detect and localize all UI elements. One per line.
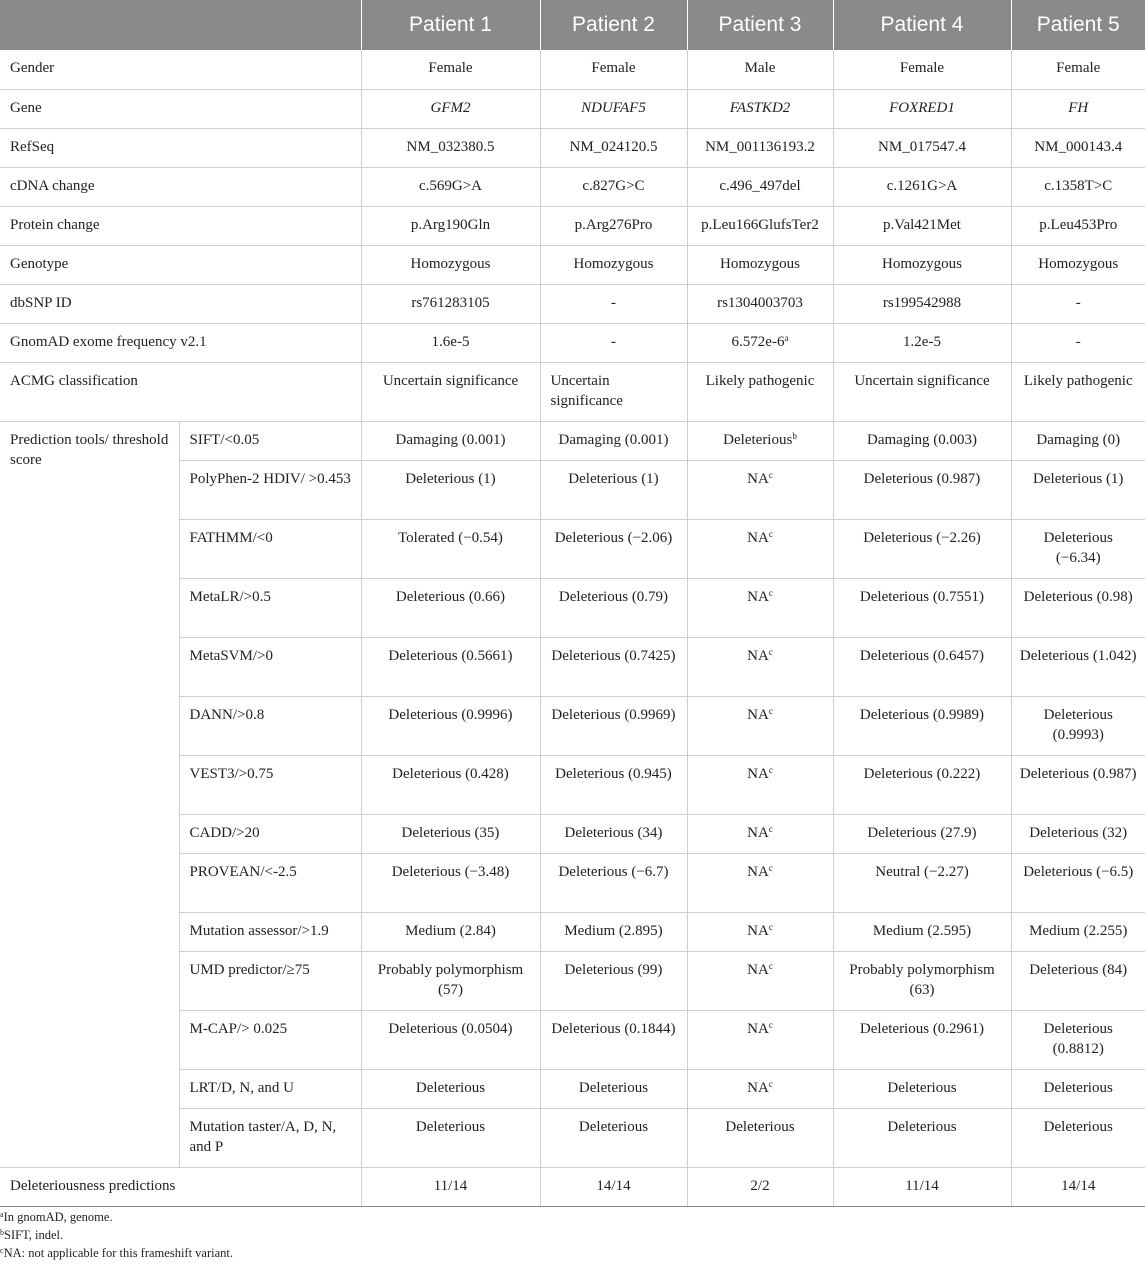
footnote-mark: c (768, 862, 773, 873)
cell: Deleterious (0.6457) (833, 637, 1011, 696)
cell-text: NA (747, 470, 769, 487)
footnote-mark: c (768, 528, 773, 539)
footnote-a (0, 1210, 113, 1225)
cell: 11/14 (833, 1167, 1011, 1206)
cell (687, 951, 833, 1010)
cell: Deleterious (1) (540, 460, 687, 519)
cell: GFM2 (361, 89, 540, 128)
cell: Medium (2.595) (833, 912, 1011, 951)
cell (687, 1069, 833, 1108)
cell: c.1358T>C (1011, 167, 1145, 206)
cell (687, 460, 833, 519)
tool-label: M-CAP/> 0.025 (179, 1010, 361, 1069)
cell: Deleterious (0.222) (833, 755, 1011, 814)
cell: Deleterious (0.7425) (540, 637, 687, 696)
footnote-mark: c (768, 921, 773, 932)
cell-text: Deleterious (723, 431, 793, 448)
tool-label: PolyPhen-2 HDIV/ >0.453 (179, 460, 361, 519)
footnote-mark: a (0, 1210, 4, 1219)
tool-label: VEST3/>0.75 (179, 755, 361, 814)
footnote-b (0, 1228, 63, 1243)
cell-text: NA (747, 765, 769, 782)
cell: Likely pathogenic (687, 362, 833, 421)
tool-label: PROVEAN/<-2.5 (179, 853, 361, 912)
header-row (0, 0, 1145, 50)
footnote-text: NA: not applicable for this frameshift variant. (3, 1246, 234, 1260)
tool-label: Mutation taster/A, D, N, and P (179, 1108, 361, 1167)
cell: Damaging (0.003) (833, 421, 1011, 460)
footnote-mark: b (792, 430, 797, 441)
cell: Deleterious (0.7551) (833, 578, 1011, 637)
cell: Uncertain significance (833, 362, 1011, 421)
cell: Deleterious (0.9989) (833, 696, 1011, 755)
cell-text: NA (747, 824, 769, 841)
header-patient-1: Patient 1 (361, 0, 540, 50)
cell: FASTKD2 (687, 89, 833, 128)
row-label: cDNA change (0, 167, 361, 206)
cell: Damaging (0) (1011, 421, 1145, 460)
table-row-dbsnp (0, 284, 1145, 323)
cell-text: NA (747, 863, 769, 880)
cell: - (1011, 323, 1145, 362)
footnote-text: SIFT, indel. (4, 1228, 64, 1242)
cell: Deleterious (−6.5) (1011, 853, 1145, 912)
row-label: Protein change (0, 206, 361, 245)
cell: p.Val421Met (833, 206, 1011, 245)
cell: Deleterious (0.1844) (540, 1010, 687, 1069)
header-patient-2: Patient 2 (540, 0, 687, 50)
cell: 11/14 (361, 1167, 540, 1206)
footnote-mark: a (784, 332, 789, 343)
table-row-summary (0, 1167, 1145, 1206)
row-label: GnomAD exome frequency v2.1 (0, 323, 361, 362)
cell: NM_024120.5 (540, 128, 687, 167)
footnote-c (0, 1246, 233, 1261)
cell: p.Arg276Pro (540, 206, 687, 245)
cell: c.1261G>A (833, 167, 1011, 206)
cell: FOXRED1 (833, 89, 1011, 128)
footnote-text: In gnomAD, genome. (3, 1210, 113, 1224)
cell: Deleterious (540, 1069, 687, 1108)
tool-label: LRT/D, N, and U (179, 1069, 361, 1108)
cell: Deleterious (99) (540, 951, 687, 1010)
cell: p.Leu453Pro (1011, 206, 1145, 245)
cell: Deleterious (−3.48) (361, 853, 540, 912)
cell: Deleterious (84) (1011, 951, 1145, 1010)
footnote-mark: c (768, 646, 773, 657)
cell: Likely pathogenic (1011, 362, 1145, 421)
row-label: dbSNP ID (0, 284, 361, 323)
table-row-acmg (0, 362, 1145, 421)
footnote-mark: c (768, 587, 773, 598)
cell: Deleterious (0.9969) (540, 696, 687, 755)
footnote-mark: c (768, 764, 773, 775)
cell (687, 814, 833, 853)
cell: Deleterious (0.8812) (1011, 1010, 1145, 1069)
cell: Homozygous (687, 245, 833, 284)
cell: Deleterious (1011, 1069, 1145, 1108)
cell: NM_032380.5 (361, 128, 540, 167)
cell: Deleterious (833, 1108, 1011, 1167)
cell (687, 421, 833, 460)
cell: 14/14 (540, 1167, 687, 1206)
tool-label: Mutation assessor/>1.9 (179, 912, 361, 951)
cell: Neutral (−2.27) (833, 853, 1011, 912)
cell: Uncertain significance (361, 362, 540, 421)
cell: 14/14 (1011, 1167, 1145, 1206)
cell (687, 578, 833, 637)
tool-label: CADD/>20 (179, 814, 361, 853)
footnote-mark: c (768, 1078, 773, 1089)
cell: Medium (2.84) (361, 912, 540, 951)
cell: Deleterious (1.042) (1011, 637, 1145, 696)
cell: NM_001136193.2 (687, 128, 833, 167)
footnote-mark: c (768, 705, 773, 716)
prediction-group-label: Prediction tools/ threshold score (0, 421, 179, 1167)
tool-label: DANN/>0.8 (179, 696, 361, 755)
cell: Deleterious (361, 1108, 540, 1167)
row-label: ACMG classification (0, 362, 361, 421)
tool-label: FATHMM/<0 (179, 519, 361, 578)
cell: c.569G>A (361, 167, 540, 206)
cell: Deleterious (1011, 1108, 1145, 1167)
cell: Female (833, 50, 1011, 89)
cell: Tolerated (−0.54) (361, 519, 540, 578)
row-label: Deleteriousness predictions (0, 1167, 361, 1206)
header-patient-4: Patient 4 (833, 0, 1011, 50)
cell: - (540, 323, 687, 362)
cell-text: NA (747, 1079, 769, 1096)
footnote-mark: b (0, 1228, 4, 1237)
footnote-mark: c (768, 469, 773, 480)
cell: Probably polymorphism (63) (833, 951, 1011, 1010)
cell: Deleterious (−2.26) (833, 519, 1011, 578)
cell: rs1304003703 (687, 284, 833, 323)
cell: Homozygous (361, 245, 540, 284)
row-label: Genotype (0, 245, 361, 284)
table-row-sift (0, 421, 1145, 460)
cell: Deleterious (0.9996) (361, 696, 540, 755)
header-corner (0, 0, 361, 50)
cell: Uncertain significance (540, 362, 687, 421)
cell (687, 637, 833, 696)
cell (687, 323, 833, 362)
cell-text: NA (747, 588, 769, 605)
header-patient-5: Patient 5 (1011, 0, 1145, 50)
cell-text: NA (747, 529, 769, 546)
cell (687, 755, 833, 814)
cell: Deleterious (0.987) (1011, 755, 1145, 814)
cell (687, 519, 833, 578)
cell (687, 1010, 833, 1069)
tool-label: SIFT/<0.05 (179, 421, 361, 460)
cell-text: 6.572e-6 (731, 333, 785, 350)
footnote-mark: c (768, 960, 773, 971)
cell: Deleterious (1) (361, 460, 540, 519)
cell-text: NA (747, 1020, 769, 1037)
cell: Deleterious (−2.06) (540, 519, 687, 578)
cell-text: NA (747, 922, 769, 939)
cell: Deleterious (−6.7) (540, 853, 687, 912)
cell: Medium (2.255) (1011, 912, 1145, 951)
table-row-gnomad (0, 323, 1145, 362)
cell: NM_017547.4 (833, 128, 1011, 167)
cell: Male (687, 50, 833, 89)
row-label: Gene (0, 89, 361, 128)
cell: Deleterious (27.9) (833, 814, 1011, 853)
cell (687, 912, 833, 951)
cell: Deleterious (0.945) (540, 755, 687, 814)
row-label: Gender (0, 50, 361, 89)
cell: Deleterious (35) (361, 814, 540, 853)
cell: NDUFAF5 (540, 89, 687, 128)
cell: rs761283105 (361, 284, 540, 323)
tool-label: UMD predictor/≥75 (179, 951, 361, 1010)
cell: Deleterious (0.9993) (1011, 696, 1145, 755)
cell: Deleterious (0.987) (833, 460, 1011, 519)
cell: Deleterious (1) (1011, 460, 1145, 519)
table-row-genotype (0, 245, 1145, 284)
footnote-mark: c (0, 1246, 4, 1255)
tool-label: MetaLR/>0.5 (179, 578, 361, 637)
cell: rs199542988 (833, 284, 1011, 323)
cell: Deleterious (687, 1108, 833, 1167)
cell: Deleterious (0.98) (1011, 578, 1145, 637)
cell: Medium (2.895) (540, 912, 687, 951)
table-row-refseq (0, 128, 1145, 167)
cell: Deleterious (833, 1069, 1011, 1108)
cell: NM_000143.4 (1011, 128, 1145, 167)
cell: Deleterious (361, 1069, 540, 1108)
footnote-mark: c (768, 1019, 773, 1030)
table-row-protein-change (0, 206, 1145, 245)
cell: Deleterious (0.0504) (361, 1010, 540, 1069)
cell: Homozygous (540, 245, 687, 284)
cell-text: NA (747, 706, 769, 723)
cell-text: NA (747, 961, 769, 978)
cell: - (540, 284, 687, 323)
row-label: RefSeq (0, 128, 361, 167)
cell: Deleterious (0.5661) (361, 637, 540, 696)
cell: FH (1011, 89, 1145, 128)
cell: 1.6e-5 (361, 323, 540, 362)
cell: Probably polymorphism (57) (361, 951, 540, 1010)
cell: Deleterious (0.79) (540, 578, 687, 637)
table-row-gene (0, 89, 1145, 128)
cell: Deleterious (−6.34) (1011, 519, 1145, 578)
cell: Damaging (0.001) (361, 421, 540, 460)
cell: Deleterious (34) (540, 814, 687, 853)
table-row-cdna (0, 167, 1145, 206)
cell: Deleterious (0.2961) (833, 1010, 1011, 1069)
cell: Deleterious (0.428) (361, 755, 540, 814)
cell: Homozygous (833, 245, 1011, 284)
cell (687, 696, 833, 755)
cell: Female (540, 50, 687, 89)
cell: c.827G>C (540, 167, 687, 206)
cell: c.496_497del (687, 167, 833, 206)
footnote-mark: c (768, 823, 773, 834)
cell: Deleterious (32) (1011, 814, 1145, 853)
cell: 1.2e-5 (833, 323, 1011, 362)
cell: p.Arg190Gln (361, 206, 540, 245)
cell-text: NA (747, 647, 769, 664)
cell: Deleterious (0.66) (361, 578, 540, 637)
cell: 2/2 (687, 1167, 833, 1206)
cell (687, 853, 833, 912)
tool-label: MetaSVM/>0 (179, 637, 361, 696)
cell: Deleterious (540, 1108, 687, 1167)
cell: - (1011, 284, 1145, 323)
cell: Damaging (0.001) (540, 421, 687, 460)
cell: p.Leu166GlufsTer2 (687, 206, 833, 245)
cell: Female (361, 50, 540, 89)
cell: Female (1011, 50, 1145, 89)
cell: Homozygous (1011, 245, 1145, 284)
table-row-gender (0, 50, 1145, 89)
header-patient-3: Patient 3 (687, 0, 833, 50)
